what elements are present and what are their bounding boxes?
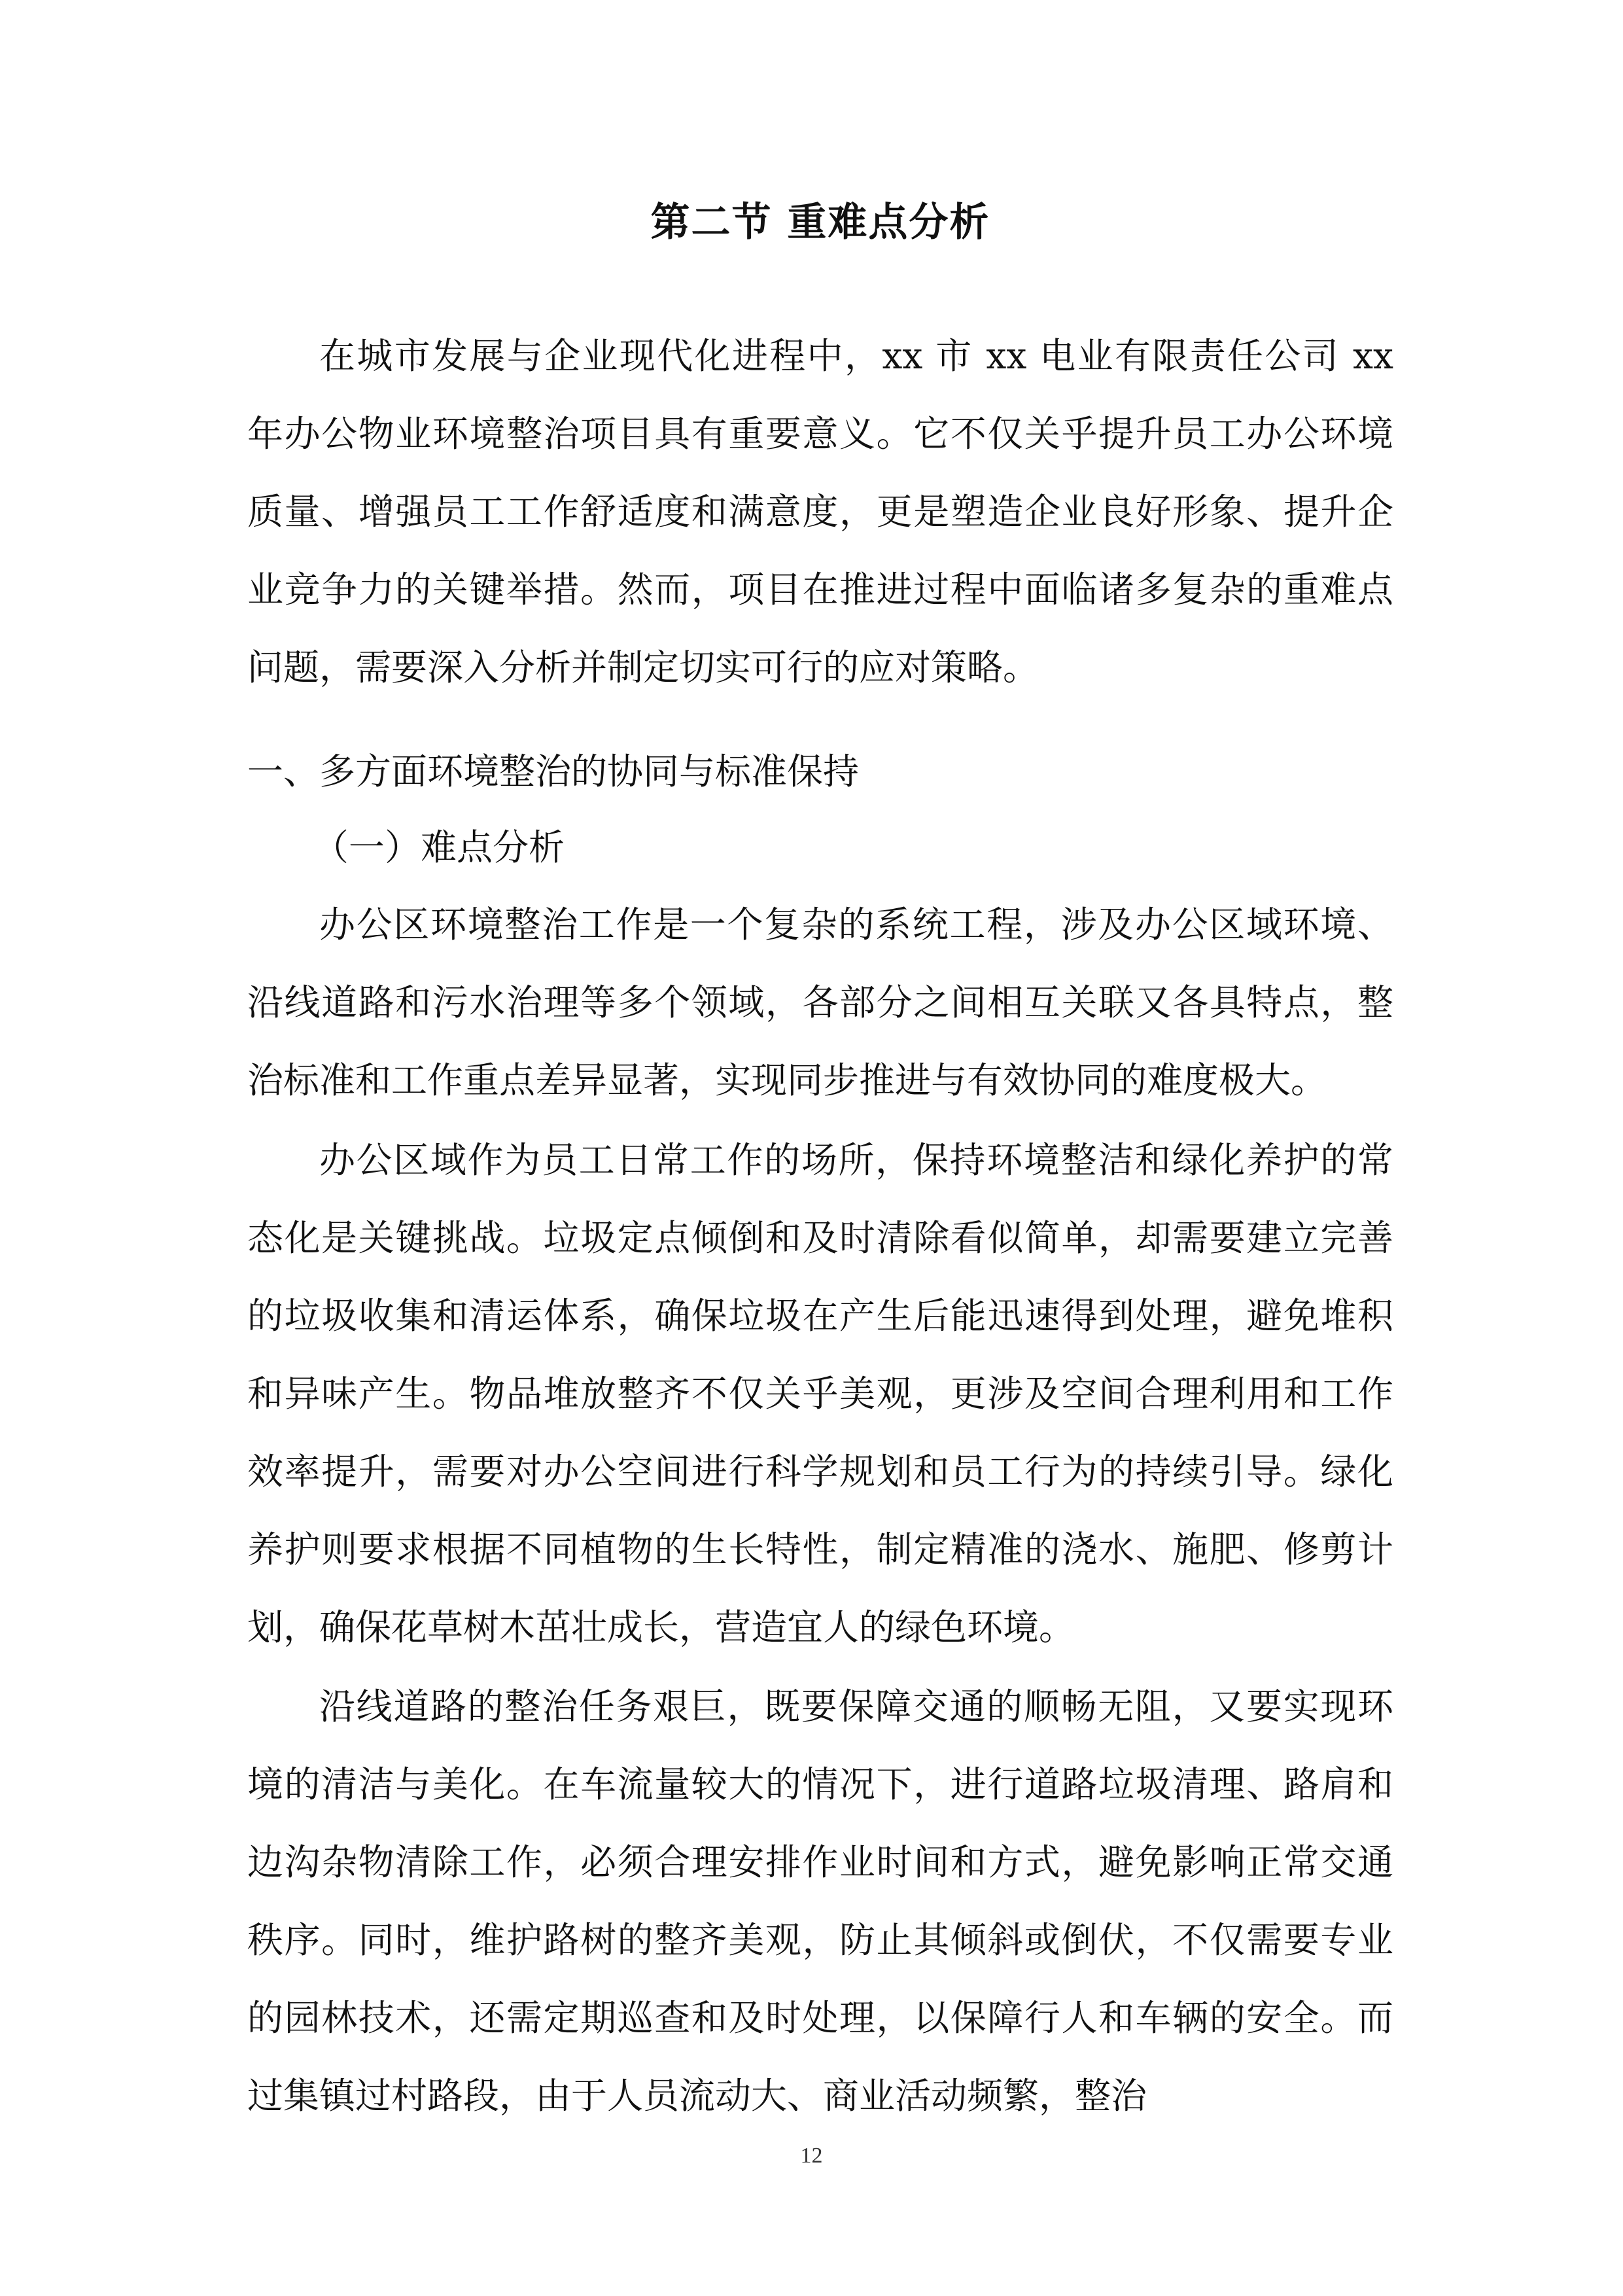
section-heading: 一、多方面环境整治的协同与标准保持 [247,751,860,792]
section-title: 第二节 重难点分析 [650,200,990,245]
page-number: 12 [800,2144,823,2168]
body-paragraph: 沿线道路的整治任务艰巨，既要保障交通的顺畅无阻，又要实现环境的清洁与美化。在车流量较大的情况下，进行道路垃圾清理、路肩和边沟杂物清除工作，必须合理安排作业时间和方式，避免影响正常交通秩序。同时，维护路树的整齐美观，防止其倾斜或倒伏，不仅需要专业的园林技术，还需定期巡查和及时处理，以保障行人和车辆的安全。而过集镇过村路段，由于人员流动大、商业活动频繁，整治 [247,1686,1393,2117]
body-paragraph: 办公区环境整治工作是一个复杂的系统工程，涉及办公区域环境、沿线道路和污水治理等多个领域，各部分之间相互关联又各具特点，整治标准和工作重点差异显著，实现同步推进与有效协同的难度极大。 [247,904,1393,1101]
body-paragraph: 办公区域作为员工日常工作的场所，保持环境整洁和绿化养护的常态化是关键挑战。垃圾定点倾倒和及时清除看似简单，却需要建立完善的垃圾收集和清运体系，确保垃圾在产生后能迅速得到处理，避免堆积和异味产生。物品堆放整齐不仅关乎美观，更涉及空间合理利用和工作效率提升，需要对办公空间进行科学规划和员工行为的持续引导。绿化养护则要求根据不同植物的生长特性，制定精准的浇水、施肥、修剪计划，确保花草树木茁壮成长，营造宜人的绿色环境。 [247,1139,1393,1648]
intro-paragraph: 在城市发展与企业现代化进程中，xx 市 xx 电业有限责任公司 xx 年办公物业环境整治项目具有重要意义。它不仅关乎提升员工办公环境质量、增强员工工作舒适度和满意度，更是塑造企业良好形象、提升企业竞争力的关键举措。然而，项目在推进过程中面临诸多复杂的重难点问题，需要深入分析并制定切实可行的应对策略。 [247,335,1393,688]
subsection-heading: （一）难点分析 [313,826,565,868]
